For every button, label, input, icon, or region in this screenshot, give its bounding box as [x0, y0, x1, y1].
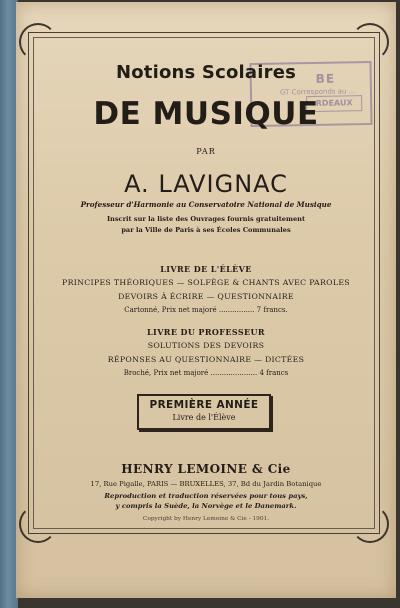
par-label: PAR: [196, 147, 216, 156]
title: Notions Scolaires: [115, 62, 297, 83]
livre-eleve-line-2: DEVOIRS À ÉCRIRE — QUESTIONNAIRE: [118, 292, 294, 301]
copyright-line: Copyright by Henry Lemoine & Cie - 1901.: [142, 516, 270, 522]
author-role: Professeur d'Harmonie au Conservatoire National de Musique: [80, 200, 332, 209]
livre-professeur-price: Broché, Prix net majoré ..................... 4 francs: [123, 369, 289, 377]
livre-professeur-line-1: SOLUTIONS DES DEVOIRS: [147, 341, 265, 350]
livre-professeur-line-2: RÉPONSES AU QUESTIONNAIRE — DICTÉES: [107, 355, 305, 364]
publisher-name: HENRY LEMOINE & Cie: [121, 462, 291, 476]
inscription-line-2: par la Ville de Paris à ses Écoles Communales: [121, 226, 291, 234]
publisher-address: 17, Rue Pigalle, PARIS — BRUXELLES, 37, Bd du Jardin Botanique: [90, 480, 322, 488]
frame-corner-ornament: [351, 23, 389, 61]
stamp-top-text: BE: [315, 71, 336, 86]
rights-line-1: Reproduction et traduction réservées pour tous pays,: [104, 492, 308, 500]
stamp-middle-text: GT Corresponds au ...: [279, 87, 356, 97]
edition-year: PREMIÈRE ANNÉE: [149, 399, 259, 411]
livre-eleve-heading: LIVRE DE L'ÉLÈVE: [160, 264, 252, 274]
livre-professeur-heading: LIVRE DU PROFESSEUR: [147, 327, 265, 337]
author-name: A. LAVIGNAC: [124, 170, 288, 198]
subtitle: DE MUSIQUE: [93, 96, 319, 132]
edition-box: [137, 394, 271, 430]
edition-volume: Livre de l'Élève: [172, 413, 236, 422]
livre-eleve-line-1: PRINCIPES THÉORIQUES — SOLFÈGE & CHANTS AVEC PAROLES: [62, 278, 350, 287]
frame-corner-ornament: [19, 23, 57, 61]
frame-corner-ornament: [351, 505, 389, 543]
inscription-line-1: Inscrit sur la liste des Ouvrages fournis gratuitement: [106, 215, 306, 223]
stamp-box-text: RDEAUX: [306, 95, 362, 112]
rights-line-2: y compris la Suède, la Norvège et le Danemark.: [115, 502, 297, 510]
livre-eleve-price: Cartonné, Prix net majoré ................ 7 francs.: [124, 306, 288, 314]
frame-corner-ornament: [19, 505, 57, 543]
